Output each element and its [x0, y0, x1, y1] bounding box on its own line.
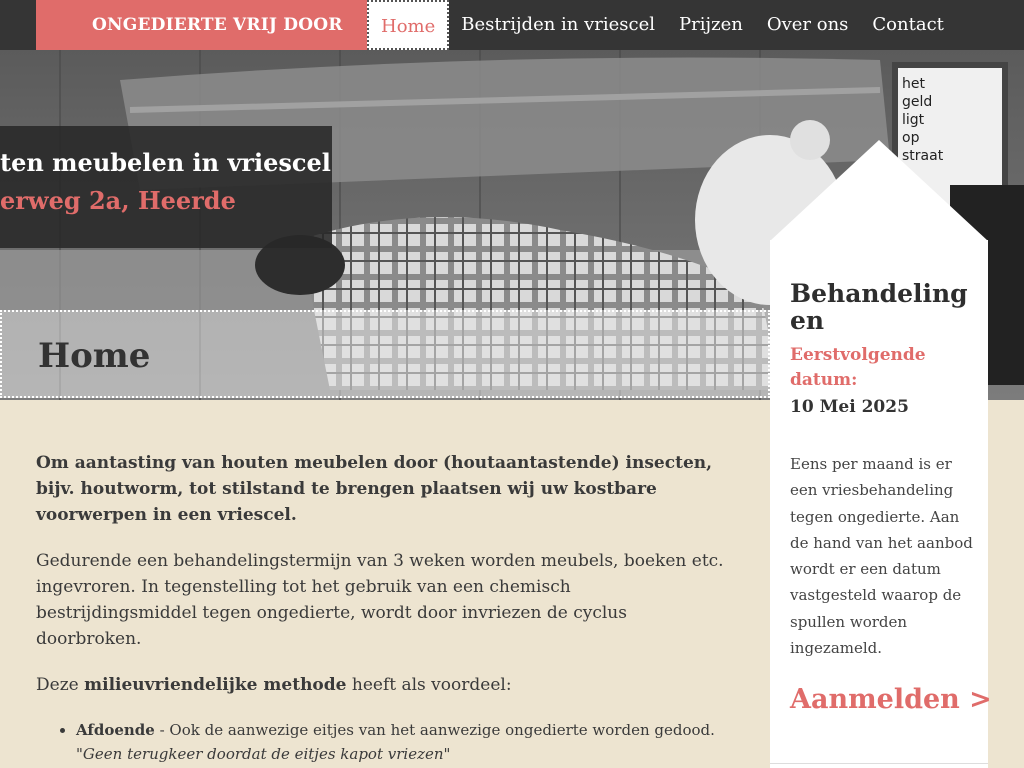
list-item	[76, 718, 736, 766]
svg-text:geld: geld	[902, 94, 933, 110]
main-content	[36, 450, 736, 766]
sidebar-title: Behandelingen	[790, 279, 968, 335]
nav-contact[interactable]: Contact	[872, 14, 944, 35]
nav-bestrijden[interactable]: Bestrijden in vriescel	[461, 14, 656, 35]
nav-home[interactable]: Home	[367, 0, 449, 50]
sidebar-subtitle: Eerstvolgende datum:	[790, 345, 926, 390]
treatment-paragraph: Gedurende een behandelingstermijn van 3 weken worden meubels, boeken etc. ingevroren. In tegenstelling tot het gebruik van een chemisch bestrijdingsmiddel tegen ongedierte, wordt door invriezen de cyclus doorbroken.	[36, 551, 724, 649]
page-title: Home	[38, 336, 151, 376]
svg-text:straat: straat	[902, 148, 944, 164]
top-navigation-bar	[0, 0, 1024, 50]
register-link[interactable]: Aanmelden >	[790, 684, 992, 715]
nav-prijzen[interactable]: Prijzen	[679, 14, 743, 35]
main-menu	[367, 0, 956, 50]
page-title-bar	[0, 310, 770, 398]
sidebar-description: Eens per maand is er een vriesbehandeling tegen ongedierte. Aan de hand van het aanbod wordt er een datum vastgesteld waarop de spullen worden ingezameld.	[790, 455, 973, 658]
benefits-bold: milieuvriendelijke methode	[84, 675, 347, 695]
sidebar-divider	[770, 763, 988, 764]
treatments-sidebar	[770, 240, 992, 768]
svg-text:het: het	[902, 76, 925, 92]
nav-over-ons[interactable]: Over ons	[766, 14, 849, 35]
hero-caption	[0, 126, 332, 248]
next-treatment-date: 10 Mei 2025	[790, 397, 909, 417]
benefits-suffix: heeft als voordeel:	[346, 675, 512, 695]
hero-caption-address: erweg 2a, Heerde	[0, 186, 236, 215]
benefits-prefix: Deze	[36, 675, 85, 695]
benefits-list	[36, 718, 736, 766]
hero-caption-title: ten meubelen in vriescel	[0, 148, 331, 177]
sidebar-roof-shape	[770, 140, 988, 241]
benefit-text: - Ook de aanwezige eitjes van het aanwezige ongedierte worden gedood.	[154, 721, 715, 739]
benefit-quote: "Geen terugkeer doordat de eitjes kapot vriezen"	[76, 745, 451, 763]
site-logo-link[interactable]	[36, 0, 367, 50]
svg-text:ligt: ligt	[902, 112, 925, 128]
svg-text:op: op	[902, 130, 920, 146]
benefit-title: Afdoende	[76, 721, 155, 739]
intro-paragraph: Om aantasting van houten meubelen door (houtaantastende) insecten, bijv. houtworm, tot stilstand te brengen plaatsen wij uw kostbare voorwerpen in een vriescel.	[36, 453, 713, 525]
benefits-intro	[36, 672, 736, 698]
logo-line-1: ONGEDIERTE VRIJ DOOR	[92, 15, 343, 35]
